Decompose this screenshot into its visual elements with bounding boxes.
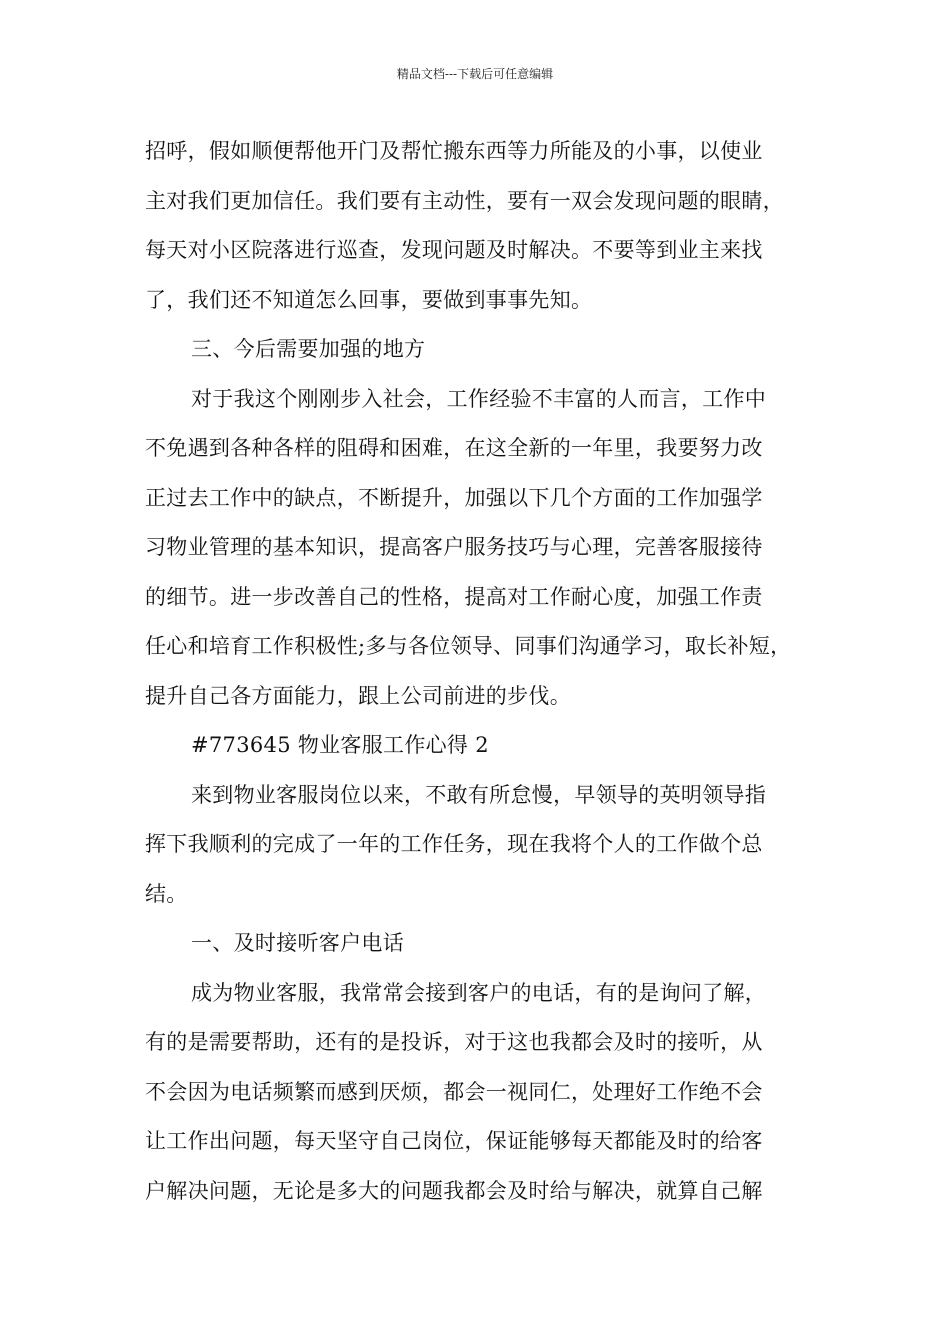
paragraph-line: 了，我们还不知道怎么回事，要做到事事先知。 xyxy=(145,287,593,312)
paragraph-line: 正过去工作中的缺点，不断提升，加强以下几个方面的工作加强学 xyxy=(145,485,763,510)
paragraph-line: 提升自己各方面能力，跟上公司前进的步伐。 xyxy=(145,683,571,708)
paragraph-line: 主对我们更加信任。我们要有主动性，要有一双会发现问题的眼睛， xyxy=(145,188,784,213)
paragraph-line: 每天对小区院落进行巡查，发现问题及时解决。不要等到业主来找 xyxy=(145,238,763,262)
paragraph-line: 结。 xyxy=(145,881,188,906)
paragraph-line: 习物业管理的基本知识，提高客户服务技巧与心理，完善客服接待 xyxy=(145,535,763,559)
section-heading: 三、今后需要加强的地方 xyxy=(191,337,426,361)
paragraph-line: 的细节。进一步改善自己的性格，提高对工作耐心度，加强工作责 xyxy=(145,584,763,609)
section-heading: 一、及时接听客户电话 xyxy=(191,931,404,955)
paragraph-line: 成为物业客服，我常常会接到客户的电话，有的是询问了解， xyxy=(191,980,767,1005)
paragraph-line: 对于我这个刚刚步入社会，工作经验不丰富的人而言，工作中 xyxy=(191,386,767,411)
paragraph-line: 户解决问题，无论是多大的问题我都会及时给与解决，就算自己解 xyxy=(145,1178,763,1203)
paragraph-line: 让工作出问题，每天坚守自己岗位，保证能够每天都能及时的给客 xyxy=(145,1129,763,1153)
paragraph-line: 招呼，假如顺便帮他开门及帮忙搬东西等力所能及的小事，以使业 xyxy=(145,139,763,163)
paragraph-line: 任心和培育工作积极性;多与各位领导、同事们沟通学习，取长补短， xyxy=(145,634,792,658)
paragraph-line: 不会因为电话频繁而感到厌烦，都会一视同仁，处理好工作绝不会 xyxy=(145,1079,763,1104)
paragraph-line: 有的是需要帮助，还有的是投诉，对于这也我都会及时的接听，从 xyxy=(145,1030,763,1054)
document-body xyxy=(145,127,825,1216)
paragraph-line: 挥下我顺利的完成了一年的工作任务，现在我将个人的工作做个总 xyxy=(145,832,763,856)
paragraph-line: 来到物业客服岗位以来，不敢有所怠慢，早领导的英明领导指 xyxy=(191,782,767,807)
page-header: 精品文档---下载后可任意编辑 xyxy=(396,67,554,81)
article-title: #773645 物业客服工作心得 2 xyxy=(191,733,489,757)
paragraph-line: 不免遇到各种各样的阻碍和困难，在这全新的一年里，我要努力改 xyxy=(145,436,763,460)
